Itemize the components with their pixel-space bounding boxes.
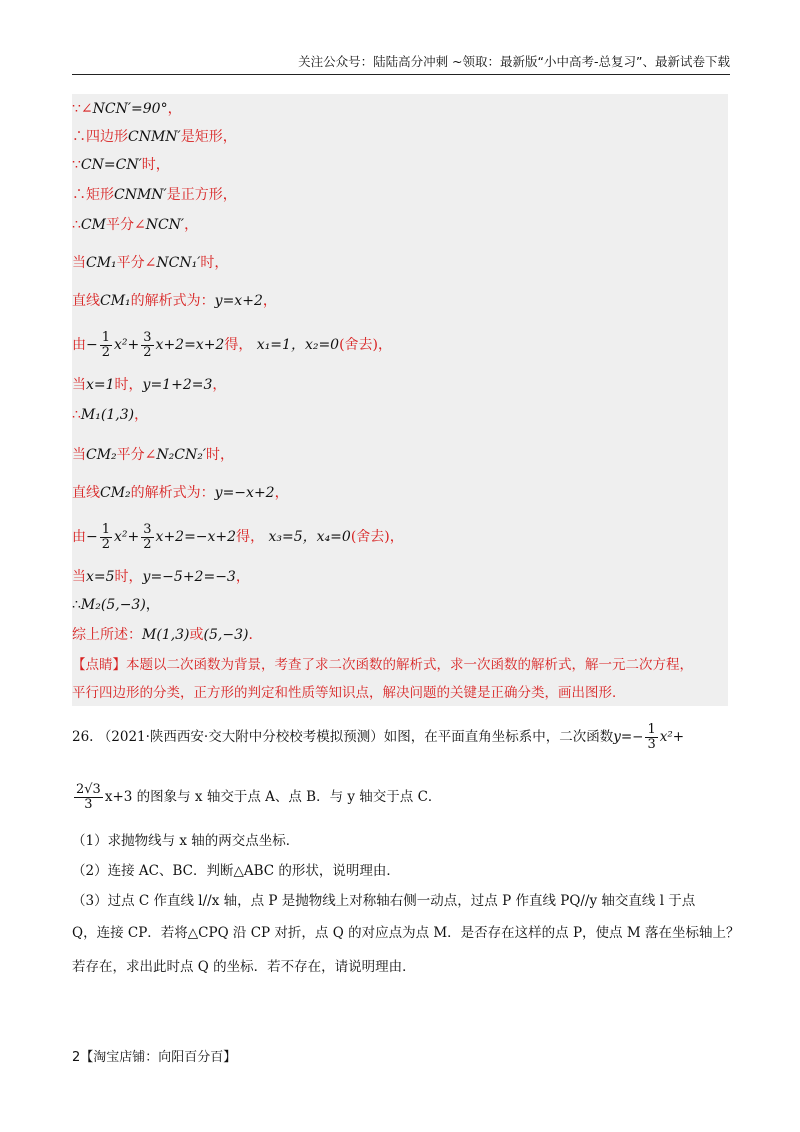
math-expr: x²+ bbox=[114, 337, 140, 353]
text: 时， bbox=[114, 377, 143, 393]
fraction bbox=[645, 723, 657, 752]
math-expr: y=x+2 bbox=[214, 293, 263, 309]
math-expr: x+2=x+2 bbox=[155, 337, 225, 353]
comment-line-1: 【点睛】本题以二次函数为背景，考查了求二次函数的解析式，求一次函数的解析式，解一元二次方程， bbox=[72, 657, 693, 673]
fraction bbox=[74, 783, 103, 812]
math-expr: N₂CN₂′ bbox=[156, 447, 207, 463]
text: (舍去) bbox=[350, 529, 390, 545]
text: 当 bbox=[72, 447, 86, 463]
text: 综上所述： bbox=[72, 627, 142, 643]
punct: ， bbox=[167, 101, 182, 117]
math-expr: y=−5+2=−3 bbox=[142, 569, 236, 585]
text: 的解析式为： bbox=[130, 293, 215, 309]
solution-block bbox=[72, 94, 728, 706]
denominator: 3 bbox=[647, 737, 656, 752]
text: 由 bbox=[72, 337, 86, 353]
solution-line-6 bbox=[72, 254, 228, 272]
solution-line-15 bbox=[72, 596, 160, 614]
text: 当 bbox=[72, 377, 86, 393]
math-expr: x=5 bbox=[86, 569, 115, 585]
question-1: （1）求抛物线与 x 轴的两交点坐标． bbox=[72, 833, 300, 849]
solution-line-2 bbox=[72, 128, 237, 146]
punct: ， bbox=[274, 485, 289, 501]
therefore-text: ∴四边形 bbox=[72, 129, 128, 145]
because-symbol: ∵ bbox=[72, 157, 81, 173]
math-expr: CNMN′ bbox=[128, 129, 181, 145]
math-expr: y=−x+2 bbox=[214, 485, 275, 501]
solution-line-4 bbox=[72, 186, 237, 204]
comment-line-2: 平行四边形的分类，正方形的判定和性质等知识点，解决问题的关键是正确分类，画出图形． bbox=[72, 685, 626, 701]
math-expr: CM₂ bbox=[86, 447, 117, 463]
problem-line-1 bbox=[72, 720, 732, 754]
fraction bbox=[100, 523, 112, 552]
text: 是正方形， bbox=[166, 187, 237, 203]
text: 或 bbox=[189, 627, 204, 643]
denominator: 2 bbox=[101, 536, 111, 552]
punct: ， bbox=[212, 377, 227, 393]
math-expr: NCN₁′ bbox=[156, 255, 201, 271]
punct: ， bbox=[184, 217, 199, 233]
numerator: 1 bbox=[101, 329, 111, 345]
denominator: 3 bbox=[84, 797, 93, 812]
solution-line-7 bbox=[72, 292, 277, 310]
denominator: 2 bbox=[143, 344, 152, 360]
text: 得， bbox=[224, 337, 253, 353]
punct: ， bbox=[134, 407, 149, 423]
page-header: 关注公众号：陆陆高分冲刺 ~领取：最新版“小中高考-总复习”、最新试卷下载 bbox=[72, 54, 730, 75]
solution-line-11 bbox=[72, 446, 234, 464]
math-expr: CNMN′ bbox=[114, 187, 167, 203]
text: 得， bbox=[236, 529, 265, 545]
problem-stem-cont: x+3 的图象与 x 轴交于点 A、点 B．与 y 轴交于点 C． bbox=[104, 789, 442, 805]
text: 的解析式为： bbox=[130, 485, 215, 501]
math-expr: M(1,3) bbox=[142, 627, 190, 643]
question-3-line-1: （3）过点 C 作直线 l//x 轴，点 P 是抛物线上对称轴右侧一动点，过点 P 作直线 PQ//y 轴交直线 l 于点 bbox=[72, 893, 696, 909]
text: 当 bbox=[72, 255, 86, 271]
text: 是矩形， bbox=[180, 129, 237, 145]
text: (舍去) bbox=[339, 337, 379, 353]
denominator: 2 bbox=[101, 344, 111, 360]
math-expr: NCN′ bbox=[145, 217, 185, 233]
punct: ， bbox=[262, 293, 277, 309]
text: 时， bbox=[206, 447, 235, 463]
math-expr: x₃=5，x₄=0 bbox=[268, 529, 351, 545]
math-expr: (5,−3) bbox=[203, 627, 249, 643]
text: 当 bbox=[72, 569, 86, 585]
text: 时， bbox=[200, 255, 229, 271]
page-footer: 2【淘宝店铺：向阳百分百】 bbox=[72, 1050, 237, 1065]
numerator: 3 bbox=[143, 329, 152, 345]
therefore-symbol: ∴ bbox=[72, 217, 81, 233]
math-expr: CM₂ bbox=[100, 485, 131, 501]
question-2: （2）连接 AC、BC．判断△ABC 的形状，说明理由． bbox=[72, 863, 400, 879]
solution-line-14 bbox=[72, 568, 250, 586]
math-expr: y=1+2=3 bbox=[142, 377, 213, 393]
text: 由 bbox=[72, 529, 86, 545]
minus-sign: − bbox=[86, 529, 98, 545]
math-expr: y=− bbox=[613, 729, 644, 745]
math-expr: x=1 bbox=[86, 377, 115, 393]
text: 平分∠ bbox=[116, 447, 157, 463]
math-expr: CM₁ bbox=[100, 293, 131, 309]
numerator: 1 bbox=[101, 521, 111, 537]
problem-stem: 26. （2021·陕西西安·交大附中分校校考模拟预测）如图，在平面直角坐标系中，二次函数 bbox=[72, 729, 614, 745]
math-expr: M₂(5,−3) bbox=[80, 597, 146, 613]
punct: ． bbox=[248, 627, 263, 643]
text: 平分∠ bbox=[116, 255, 157, 271]
math-expr: CM bbox=[80, 217, 106, 233]
math-expr: CM₁ bbox=[86, 255, 117, 271]
punct: ， bbox=[235, 569, 250, 585]
numerator: 2√3 bbox=[76, 782, 101, 797]
question-3-line-3: 若存在，求出此时点 Q 的坐标．若不存在，请说明理由． bbox=[72, 959, 416, 975]
question-3-line-2: Q，连接 CP．若将△CPQ 沿 CP 对折，点 Q 的对应点为点 M．是否存在这样的点 P，使点 M 落在坐标轴上？ bbox=[72, 925, 740, 941]
text: 直线 bbox=[72, 485, 100, 501]
math-expr: NCN′=90° bbox=[92, 101, 168, 117]
math-expr: x²+ bbox=[659, 729, 685, 745]
problem-line-2 bbox=[72, 780, 732, 814]
solution-line-12 bbox=[72, 484, 289, 502]
text: 平分∠ bbox=[105, 217, 146, 233]
text: 时， bbox=[114, 569, 143, 585]
solution-line-10 bbox=[72, 406, 148, 424]
punct: ， bbox=[378, 337, 393, 353]
numerator: 3 bbox=[143, 521, 152, 537]
punct: ， bbox=[389, 529, 404, 545]
math-expr: x₁=1，x₂=0 bbox=[256, 337, 340, 353]
math-expr: x+2=−x+2 bbox=[155, 529, 237, 545]
denominator: 2 bbox=[143, 536, 152, 552]
fraction bbox=[141, 331, 153, 360]
math-expr: CN=CN′ bbox=[80, 157, 142, 173]
solution-line-8 bbox=[72, 328, 392, 362]
punct: ， bbox=[145, 597, 160, 613]
solution-line-9 bbox=[72, 376, 226, 394]
solution-line-13 bbox=[72, 520, 404, 554]
fraction bbox=[141, 523, 153, 552]
numerator: 1 bbox=[647, 722, 656, 737]
solution-line-1 bbox=[72, 100, 182, 118]
fraction bbox=[100, 331, 112, 360]
solution-line-3 bbox=[72, 156, 170, 174]
therefore-symbol: ∴ bbox=[72, 597, 81, 613]
text: 时， bbox=[141, 157, 170, 173]
solution-line-5 bbox=[72, 216, 198, 234]
text: 直线 bbox=[72, 293, 100, 309]
therefore-symbol: ∴ bbox=[72, 407, 81, 423]
therefore-text: ∴矩形 bbox=[72, 187, 114, 203]
minus-sign: − bbox=[86, 337, 98, 353]
because-symbol: ∵∠ bbox=[72, 101, 93, 117]
math-expr: M₁(1,3) bbox=[80, 407, 135, 423]
solution-line-16 bbox=[72, 626, 262, 644]
math-expr: x²+ bbox=[114, 529, 140, 545]
